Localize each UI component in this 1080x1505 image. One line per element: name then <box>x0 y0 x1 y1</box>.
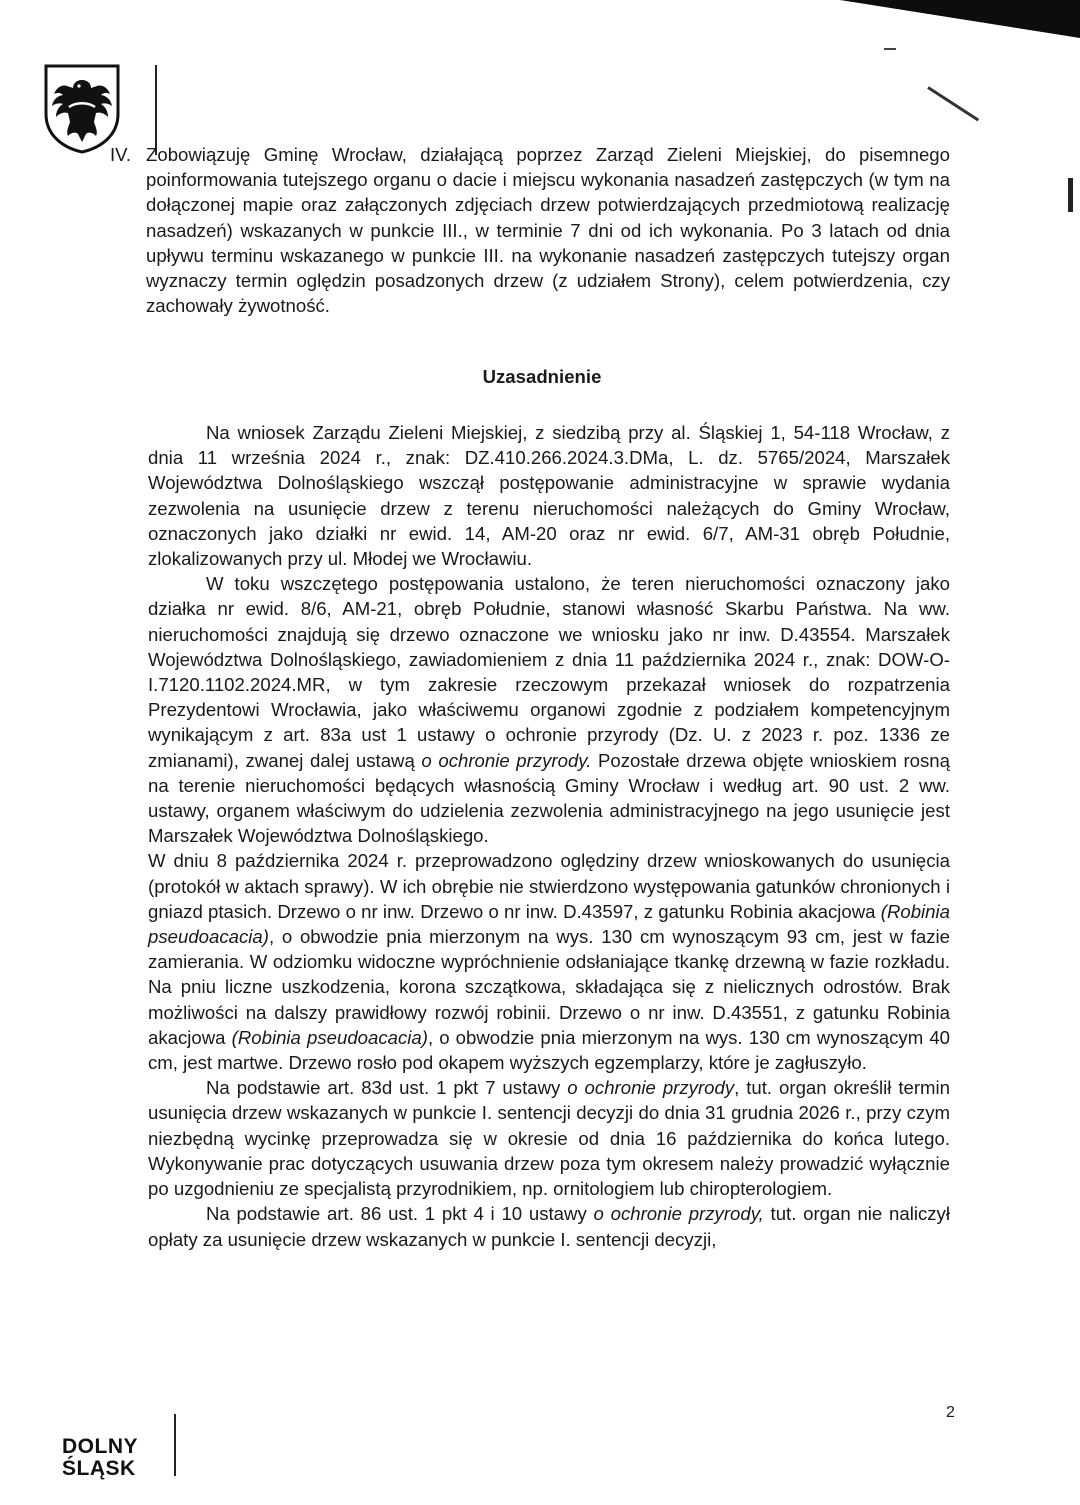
paragraph-3-italic-2: (Robinia pseudoacacia) <box>231 1026 428 1048</box>
paragraph-2-italic: o ochronie przyrody. <box>421 749 592 771</box>
section-heading: Uzasadnienie <box>482 366 602 387</box>
paragraph-4-text-a: Na podstawie art. 83d ust. 1 pkt 7 ustawy <box>206 1077 568 1099</box>
paragraph-3-text-b: , o obwodzie pnia mierzonym na wys. 130 cm wynoszącym 93 cm, jest w fazie zamierania. W odziomku widoczne wypróchnienie odsłaniające tkankę drzewną w fazie rozkładu. Na pniu liczne uszkodzenia, korona szczątkowa, składająca się z nielicznych odrostów. Brak możliwości na dalszy prawidłowy rozwój robinii. Drzewo o nr inw. D.43551, z gatunku Robinia akacjowa <box>148 926 950 1048</box>
section-iv-label: IV. <box>110 144 132 165</box>
scan-corner-shadow <box>840 0 1080 38</box>
footer-divider <box>174 1414 176 1476</box>
paragraph-2-text-a: W toku wszczętego postępowania ustalono, że teren nieruchomości oznaczony jako działka nr ewid. 8/6, AM-21, obręb Południe, stanowi własność Skarbu Państwa. Na ww. nieruchomości znajdują się drzewo oznaczone we wniosku jako nr inw. D.43554. Marszałek Województwa Dolnośląskiego, zawiadomieniem z dnia 11 października 2024 r., znak: DOW-O-I.7120.1102.2024.MR, w tym zakresie rzeczowym przekazał wniosek do rozpatrzenia Prezydentowi Wrocławia, jako właściwemu organowi zgodnie z podziałem kompetencyjnym wynikającym z art. 83a ust 1 ustawy o ochronie przyrody (Dz. U. z 2023 r. poz. 1336 ze zmianami), zwanej dalej ustawą <box>148 573 950 771</box>
paragraph-4-italic: o ochronie przyrody <box>567 1077 735 1099</box>
logo-line-2: ŚLĄSK <box>62 1457 136 1480</box>
section-iv-text: Zobowiązuję Gminę Wrocław, działającą poprzez Zarząd Zieleni Miejskiej, do pisemnego poinformowania tutejszego organu o dacie i miejscu wykonania nasadzeń zastępczych (w tym na dołączonej mapie oraz załączonych zdjęciach drzew potwierdzających przedmiotową realizację nasadzeń) wskazanych w punkcie III., w terminie 7 dni od ich wykonania. Po 3 latach od dnia upływu terminu wskazanego w punkcie III. na wykonanie nasadzeń zastępczych tutejszy organ wyznaczy termin oględzin posadzonych drzew (z udziałem Strony), celem potwierdzenia, czy zachowały żywotność. <box>146 144 950 317</box>
silesia-eagle-crest-icon <box>42 62 122 154</box>
paragraph-3-text-c: , o obwodzie pnia mierzonym na wys. 130 cm wynoszącym 40 cm, jest martwe. Drzewo rosło pod okapem wyższych egzemplarzy, które je zagłuszyło. <box>148 1026 951 1074</box>
paragraph-5-text-a: Na podstawie art. 86 ust. 1 pkt 4 i 10 ustawy <box>206 1203 594 1225</box>
page-number: 2 <box>946 1404 955 1421</box>
paragraph-1: Na wniosek Zarządu Zieleni Miejskiej, z siedzibą przy al. Śląskiej 1, 54-118 Wrocław, z dnia 11 września 2024 r., znak: DZ.410.266.2024.3.DMa, L. dz. 5765/2024, Marszałek Województwa Dolnośląskiego wszczął postępowanie administracyjne w sprawie wydania zezwolenia na usunięcie drzew z terenu nieruchomości należących do Gminy Wrocław, oznaczonych jako działki nr ewid. 14, AM-20 oraz nr ewid. 6/7, AM-31 obręb Południe, zlokalizowanych przy ul. Młodej we Wrocławiu. <box>148 422 950 570</box>
logo-line-1: DOLNY <box>62 1435 138 1458</box>
section-iv <box>110 142 950 318</box>
paragraph-3 <box>148 848 950 1075</box>
paragraph-3-text-a: W dniu 8 października 2024 r. przeprowadzono oględziny drzew wnioskowanych do usunięcia (protokół w aktach sprawy). W ich obrębie nie stwierdzono występowania gatunków chronionych i gniazd ptasich. Drzewo o nr inw. Drzewo o nr inw. D.43597, z gatunku Robinia akacjowa <box>148 850 950 922</box>
paragraph-5-text-b: tut. organ nie naliczył opłaty za usunięcie drzew wskazanych w punkcie I. sentencji decyzji, <box>148 1203 950 1250</box>
paragraph-2-text-b: Pozostałe drzewa objęte wnioskiem rosną na terenie nieruchomości będących własnością Gminy Wrocław i według art. 90 ust. 2 ww. ustawy, organem właściwym do udzielenia zezwolenia administracyjnego na jego usunięcie jest Marszałek Województwa Dolnośląskiego. <box>148 749 950 847</box>
dolny-slask-logo <box>62 1436 138 1480</box>
paragraph-4 <box>148 1075 950 1201</box>
scan-mark <box>927 86 979 121</box>
paragraph-2 <box>148 571 950 848</box>
scan-edge-mark <box>1068 178 1073 212</box>
paragraph-4-text-b: , tut. organ określił termin usunięcia drzew wskazanych w punkcie I. sentencji decyzji do dnia 31 grudnia 2026 r., przy czym niezbędną wycinkę przeprowadza się w okresie od dnia 16 października do końca lutego. Wykonywanie prac dotyczących usuwania drzew poza tym okresem należy prowadzić wyłącznie po uzgodnieniu ze specjalistą przyrodnikiem, np. ornitologiem lub chiropterologiem. <box>148 1077 951 1200</box>
paragraph-5-italic: o ochronie przyrody, <box>593 1203 764 1225</box>
paragraph-5 <box>148 1201 950 1251</box>
paragraph-3-italic-1: (Robinia pseudoacacia) <box>148 900 950 948</box>
justification-body <box>148 420 950 1252</box>
scan-mark <box>884 48 896 50</box>
